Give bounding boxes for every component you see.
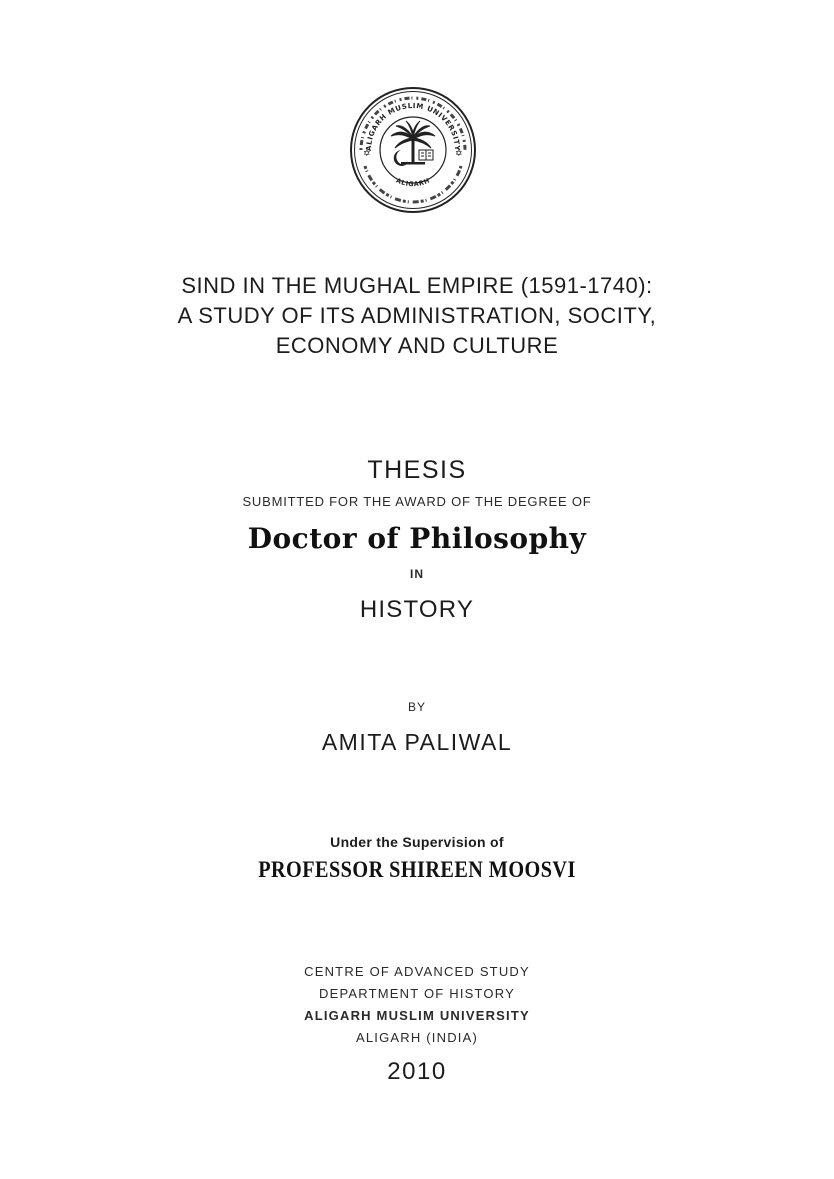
supervision-label: Under the Supervision of xyxy=(330,834,504,850)
institution-address xyxy=(0,961,834,1049)
university-seal-icon xyxy=(349,86,477,214)
address-line-2: DEPARTMENT OF HISTORY xyxy=(319,986,515,1001)
address-line-1: CENTRE OF ADVANCED STUDY xyxy=(304,964,530,979)
supervisor-name: PROFESSOR SHIREEN MOOSVI xyxy=(258,857,576,882)
by-label: BY xyxy=(407,700,426,714)
submission-year: 2010 xyxy=(387,1058,447,1085)
svg-text:✡: ✡ xyxy=(455,149,463,159)
svg-text:✡: ✡ xyxy=(363,149,371,159)
thesis-title-line-3: ECONOMY AND CULTURE xyxy=(275,333,559,358)
in-label: IN xyxy=(410,567,424,581)
subject-name: HISTORY xyxy=(359,596,475,623)
thesis-label: THESIS xyxy=(367,456,467,484)
degree-name: Doctor of Philosophy xyxy=(247,522,587,555)
seal-inner-text: ALIGARH xyxy=(394,176,432,189)
svg-text:ALIGARH xyxy=(395,176,431,188)
thesis-title-line-1: SIND IN THE MUGHAL EMPIRE (1591-1740): xyxy=(181,273,653,298)
seal-outer-text: ALIGARH MUSLIM UNIVERSITY xyxy=(364,101,462,152)
address-line-3: ALIGARH MUSLIM UNIVERSITY xyxy=(304,1008,530,1023)
submitted-text: SUBMITTED FOR THE AWARD OF THE DEGREE OF xyxy=(242,494,592,509)
address-line-4: ALIGARH (INDIA) xyxy=(355,1030,478,1045)
thesis-title-line-2: A STUDY OF ITS ADMINISTRATION, SOCITY, xyxy=(177,303,657,328)
thesis-title xyxy=(0,271,834,361)
author-name: AMITA PALIWAL xyxy=(321,729,513,755)
